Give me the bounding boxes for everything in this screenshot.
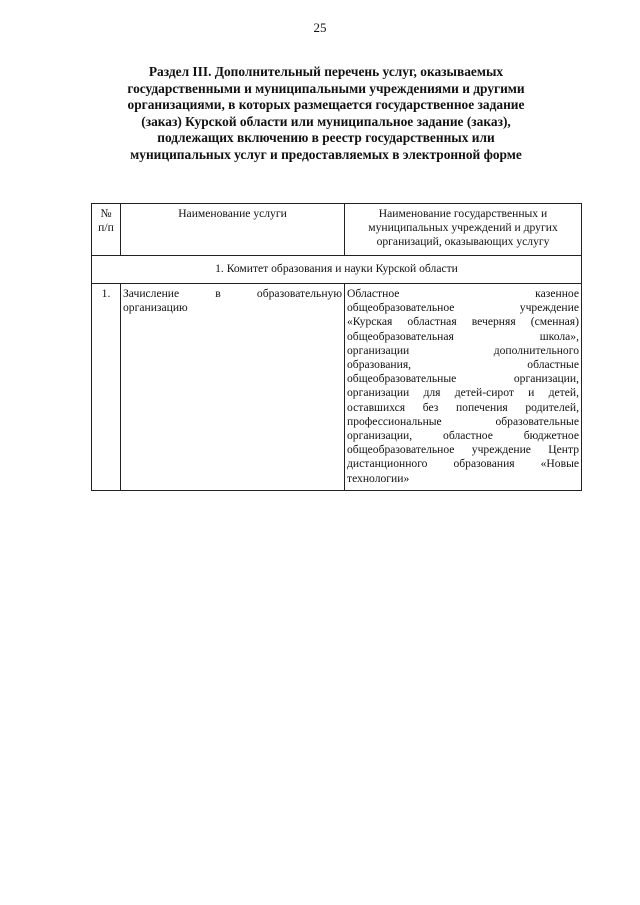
heading-line: (заказ) Курской области или муниципальное задание (заказ), xyxy=(141,113,511,129)
organization-line: технологии» xyxy=(347,471,410,485)
header-number-abbr: п/п xyxy=(98,221,114,234)
heading-line: Раздел III. Дополнительный перечень услуг, оказываемых xyxy=(148,64,504,79)
organization-line: общеобразовательное учреждение xyxy=(347,301,579,315)
organization-line: Областное казенное xyxy=(347,287,579,300)
organization-line: оставшихся без попечения родителей, xyxy=(347,400,579,414)
header-number xyxy=(92,204,121,256)
table-header-row xyxy=(92,204,582,256)
section-row xyxy=(92,256,582,284)
section-title: 1. Комитет образования и науки Курской области xyxy=(92,256,582,284)
row-number: 1. xyxy=(92,284,121,491)
heading-line: подлежащих включению в реестр государственных или xyxy=(157,130,495,146)
row-organizations xyxy=(345,284,582,491)
page-number: 25 xyxy=(313,20,327,35)
row-service xyxy=(121,284,345,491)
service-line: организацию xyxy=(123,301,188,315)
services-table xyxy=(91,203,582,491)
organization-line: организации, областное бюджетное xyxy=(347,429,579,443)
table-row xyxy=(92,284,582,491)
organization-line: дистанционного образования «Новые xyxy=(347,457,579,471)
service-line: Зачисление в образовательную xyxy=(123,287,342,300)
organization-line: общеобразовательные организации, xyxy=(347,372,579,386)
organization-line: профессиональные образовательные xyxy=(347,414,579,428)
section-heading xyxy=(96,64,556,164)
header-organizations: Наименование государственных и муниципальных учреждений и других организаций, оказывающих услугу xyxy=(345,204,582,256)
organization-line: организации дополнительного xyxy=(347,343,579,357)
header-service: Наименование услуги xyxy=(121,204,345,256)
organization-line: общеобразовательное учреждение Центр xyxy=(347,443,579,457)
heading-line: муниципальных услуг и предоставляемых в электронной форме xyxy=(130,146,522,162)
heading-line: организациями, в которых размещается государственное задание xyxy=(127,97,525,113)
organization-line: организации для детей-сирот и детей, xyxy=(347,386,579,400)
organization-line: образования, областные xyxy=(347,358,579,372)
heading-line: государственными и муниципальными учреждениями и другими xyxy=(127,80,525,96)
header-number-symbol: № xyxy=(100,207,112,220)
organization-line: «Курская областная вечерняя (сменная) xyxy=(347,315,579,329)
organization-line: общеобразовательная школа», xyxy=(347,329,579,343)
